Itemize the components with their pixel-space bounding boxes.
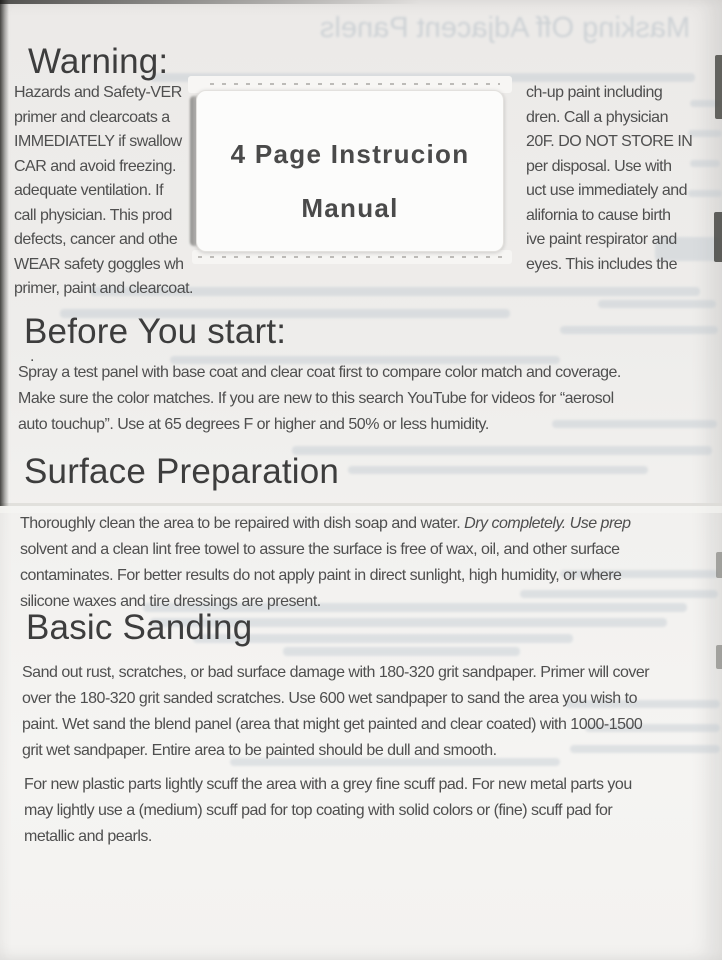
warning-text-right: per disposal. Use with	[526, 158, 672, 175]
warning-text-left: WEAR safety goggles wh	[14, 256, 184, 273]
basic-sanding-heading: Basic Sanding	[26, 608, 253, 647]
before-paragraph-line: auto touchup”. Use at 65 degrees F or higher and 50% or less humidity.	[18, 416, 489, 433]
stray-period: .	[30, 348, 35, 365]
warning-text-right: dren. Call a physician	[526, 109, 668, 126]
warning-text-left: Hazards and Safety-VER	[14, 84, 182, 101]
sanding-paragraph2-line: For new plastic parts lightly scuff the area with a grey fine scuff pad. For new metal parts you	[24, 776, 632, 793]
sticker-title-line1: 4 Page Instrucion	[230, 139, 470, 169]
sticker-perforation-bottom	[198, 256, 504, 258]
paper-seam-highlight	[0, 506, 722, 513]
warning-text-right: uct use immediately and	[526, 182, 688, 199]
warning-text-right: alifornia to cause birth	[526, 207, 671, 224]
warning-heading: Warning:	[28, 42, 169, 81]
warning-text-left: primer and clearcoats a	[14, 109, 170, 126]
before-you-start-heading: Before You start:	[24, 312, 287, 351]
sanding-paragraph-line: over the 180-320 grit sanded scratches. Use 600 wet sandpaper to sand the area you wish to	[22, 690, 637, 707]
surface-paragraph-line: silicone waxes and tire dressings are present.	[20, 593, 321, 610]
scan-edge-artifact	[716, 645, 722, 669]
warning-text-left: call physician. This prod	[14, 207, 172, 224]
warning-text-right: eyes. This includes the	[526, 256, 677, 273]
bleedthrough-line	[552, 420, 717, 428]
warning-text-row	[14, 280, 714, 304]
bleedthrough-line	[560, 326, 718, 334]
warning-text-left: defects, cancer and othe	[14, 231, 178, 248]
bleedthrough-heading: Masking Off Adjacent Panels	[319, 12, 691, 44]
scan-edge-artifact-left	[0, 0, 9, 506]
sanding-paragraph-line: grit wet sandpaper. Entire area to be painted should be dull and smooth.	[22, 742, 497, 759]
surface-paragraph-line: solvent and a clean lint free towel to assure the surface is free of wax, oil, and other surface	[20, 541, 620, 558]
sanding-paragraph2-line: metallic and pearls.	[24, 828, 152, 845]
bleedthrough-line	[520, 590, 718, 598]
sanding-paragraph-line: Sand out rust, scratches, or bad surface damage with 180-320 grit sandpaper. Primer will cover	[22, 664, 650, 681]
scan-edge-artifact-top	[0, 0, 420, 4]
bleedthrough-line	[292, 446, 712, 455]
surface-paragraph-line	[20, 515, 631, 533]
instruction-manual-sticker	[186, 76, 516, 262]
warning-text-right: 20F. DO NOT STORE IN	[526, 133, 693, 150]
before-paragraph-line: Make sure the color matches. If you are new to this search YouTube for videos for “aerosol	[18, 390, 614, 407]
surface-line1-regular: Thoroughly clean the area to be repaired with dish soap and water.	[20, 515, 465, 532]
sticker-title-line2: Manual	[301, 193, 399, 223]
scan-edge-artifact	[715, 55, 722, 119]
warning-text-left: IMMEDIATELY if swallow	[14, 133, 182, 150]
bleedthrough-line	[283, 647, 520, 656]
before-paragraph-line: Spray a test panel with base coat and clear coat first to compare color match and coverage.	[18, 364, 621, 381]
bleedthrough-line	[170, 356, 560, 364]
warning-text-left: adequate ventilation. If	[14, 182, 164, 199]
surface-paragraph-line: contaminates. For better results do not apply paint in direct sunlight, high humidity, or where	[20, 567, 622, 584]
sticker-perforation-top	[210, 83, 500, 85]
surface-line1-italic: Dry completely. Use prep	[464, 515, 631, 532]
bleedthrough-line	[570, 745, 720, 753]
bleedthrough-line	[348, 466, 648, 474]
warning-text-right: ch-up paint including	[526, 84, 663, 101]
scan-edge-artifact	[716, 552, 722, 578]
warning-text-left: CAR and avoid freezing.	[14, 158, 176, 175]
sanding-paragraph-line: paint. Wet sand the blend panel (area that might get painted and clear coated) with 1000-1500	[22, 716, 643, 733]
warning-text-left: primer, paint and clearcoat.	[14, 280, 193, 297]
scan-edge-artifact	[714, 212, 722, 262]
sanding-paragraph2-line: may lightly use a (medium) scuff pad for top coating with solid colors or (fine) scuff pad for	[24, 802, 613, 819]
sticker-label	[196, 90, 504, 252]
surface-preparation-heading: Surface Preparation	[24, 452, 340, 491]
warning-text-right: ive paint respirator and	[526, 231, 677, 248]
